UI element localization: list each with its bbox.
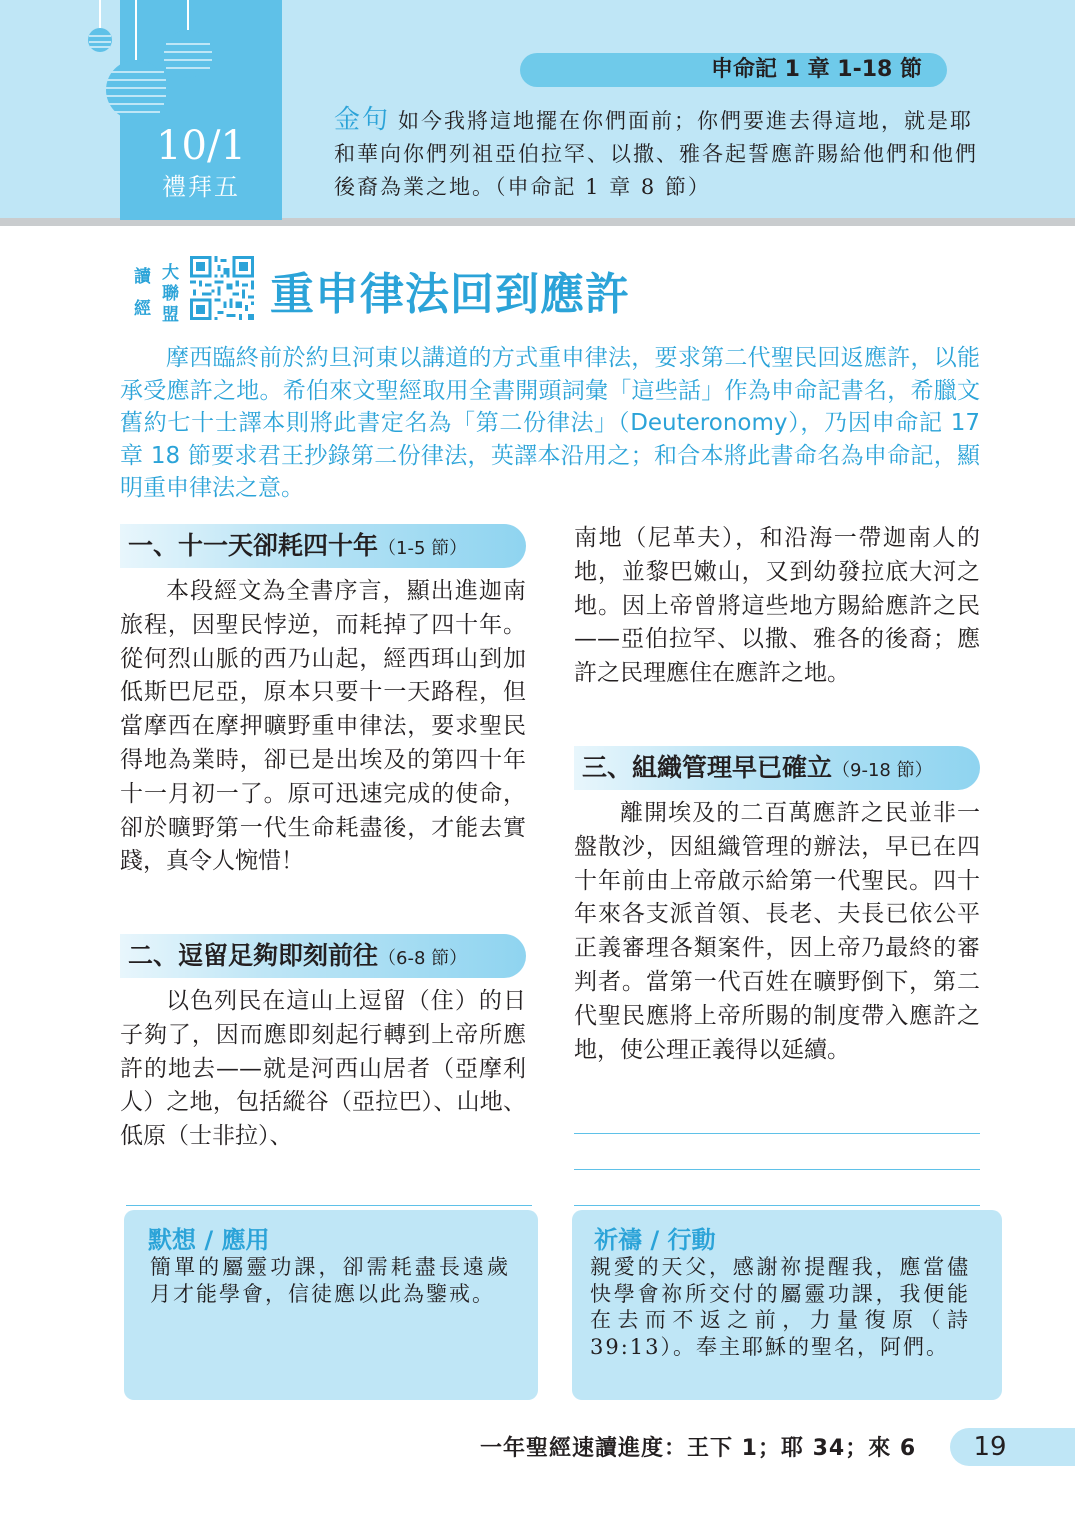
date: 10/1	[156, 123, 246, 169]
qr-label-char: 聯	[162, 284, 179, 304]
weekday: 禮拜五	[162, 173, 240, 201]
section-heading-3	[574, 746, 980, 790]
section-1-body: 本段經文為全書序言，顯出進迦南旅程，因聖民悖逆，而耗掉了四十年。從何烈山脈的西乃山起，經西珥山到加低斯巴尼亞，原本只要十一天路程，但當摩西在摩押曠野重申律法，要求聖民得地為業時，卻已是出埃及的第四十年十一月初一了。原可迅速完成的使命，卻於曠野第一代生命耗盡後，才能去實踐，真令人惋惜！	[120, 578, 526, 875]
section-1-verses: （1-5 節）	[378, 538, 468, 559]
section-3-title: 三、組織管理早已確立	[582, 753, 833, 782]
section-1-title: 一、十一天卻耗四十年	[128, 531, 379, 560]
memory-verse-label: 金句	[334, 105, 391, 135]
intro-paragraph: 摩西臨終前於約旦河東以講道的方式重申律法，要求第二代聖民回返應許，以能承受應許之地。希伯來文聖經取用全書開頭詞彙「這些話」作為申命記書名，希臘文舊約七十士譯本則將此書定名為「第二份律法」（Deuteronomy），乃因申命記 17 章 18 節要求君王抄錄第二份律法，英譯本沿用之；和合本將此書命名為申命記，顯明重申律法之意。	[120, 345, 980, 501]
note-line	[574, 1133, 980, 1134]
qr-label-char: 盟	[162, 305, 179, 325]
qr-label-char: 讀	[134, 267, 151, 287]
memory-verse-text: 如今我將這地擺在你們面前；你們要進去得這地，就是耶和華向你們列祖亞伯拉罕、以撒、雅各起誓應許賜給他們和他們後裔為業之地。（申命記 1 章 8 節）	[334, 109, 978, 199]
qr-code[interactable]	[190, 256, 254, 320]
section-2-verses: （6-8 節）	[378, 948, 468, 969]
scripture-reference: 申命記 1 章 1-18 節	[711, 57, 922, 82]
page-number: 19	[973, 1432, 1007, 1462]
qr-label-char: 大	[162, 263, 179, 283]
page-title: 重申律法回到應許	[270, 269, 630, 320]
section-3-body: 離開埃及的二百萬應許之民並非一盤散沙，因組織管理的辦法，早已在四十年前由上帝啟示給第一代聖民。四十年來各支派首領、長老、夫長已依公平正義審理各類案件，因上帝乃最終的審判者。當第一代百姓在曠野倒下，第二代聖民應將上帝所賜的制度帶入應許之地，使公理正義得以延續。	[574, 800, 980, 1063]
note-line	[574, 1169, 980, 1170]
memory-verse	[334, 104, 994, 204]
meditation-title: 默想 / 應用	[148, 1226, 270, 1254]
reading-alliance-label	[130, 258, 190, 325]
hanging-ornaments-decoration	[80, 0, 240, 140]
section-3-verses: （9-18 節）	[832, 760, 933, 781]
prayer-text: 親愛的天父，感謝祢提醒我，應當儘快學會祢所交付的屬靈功課，我便能在去而不返之前，力量復原（詩 39:13）。奉主耶穌的聖名，阿們。	[590, 1255, 970, 1359]
section-heading-2	[120, 934, 526, 978]
prayer-title: 祈禱 / 行動	[594, 1226, 716, 1254]
note-line	[126, 1205, 532, 1206]
note-line	[574, 1205, 980, 1206]
section-heading-1	[120, 524, 526, 568]
qr-label-char: 經	[134, 299, 151, 319]
section-2-body: 以色列民在這山上逗留（住）的日子夠了，因而應即刻起行轉到上帝所應許的地去——就是河西山居者（亞摩利人）之地，包括縱谷（亞拉巴）、山地、低原（士非拉）、	[120, 988, 526, 1150]
reading-progress: 一年聖經速讀進度：王下 1；耶 34；來 6	[480, 1436, 917, 1461]
section-2-title: 二、逗留足夠即刻前往	[128, 941, 379, 970]
meditation-text: 簡單的屬靈功課，卻需耗盡長遠歲月才能學會，信徒應以此為鑒戒。	[150, 1255, 510, 1306]
section-2-body-continued: 南地（尼革夫），和沿海一帶迦南人的地，並黎巴嫩山，又到幼發拉底大河之地。因上帝曾將這些地方賜給應許之民——亞伯拉罕、以撒、雅各的後裔；應許之民理應住在應許之地。	[574, 525, 980, 687]
